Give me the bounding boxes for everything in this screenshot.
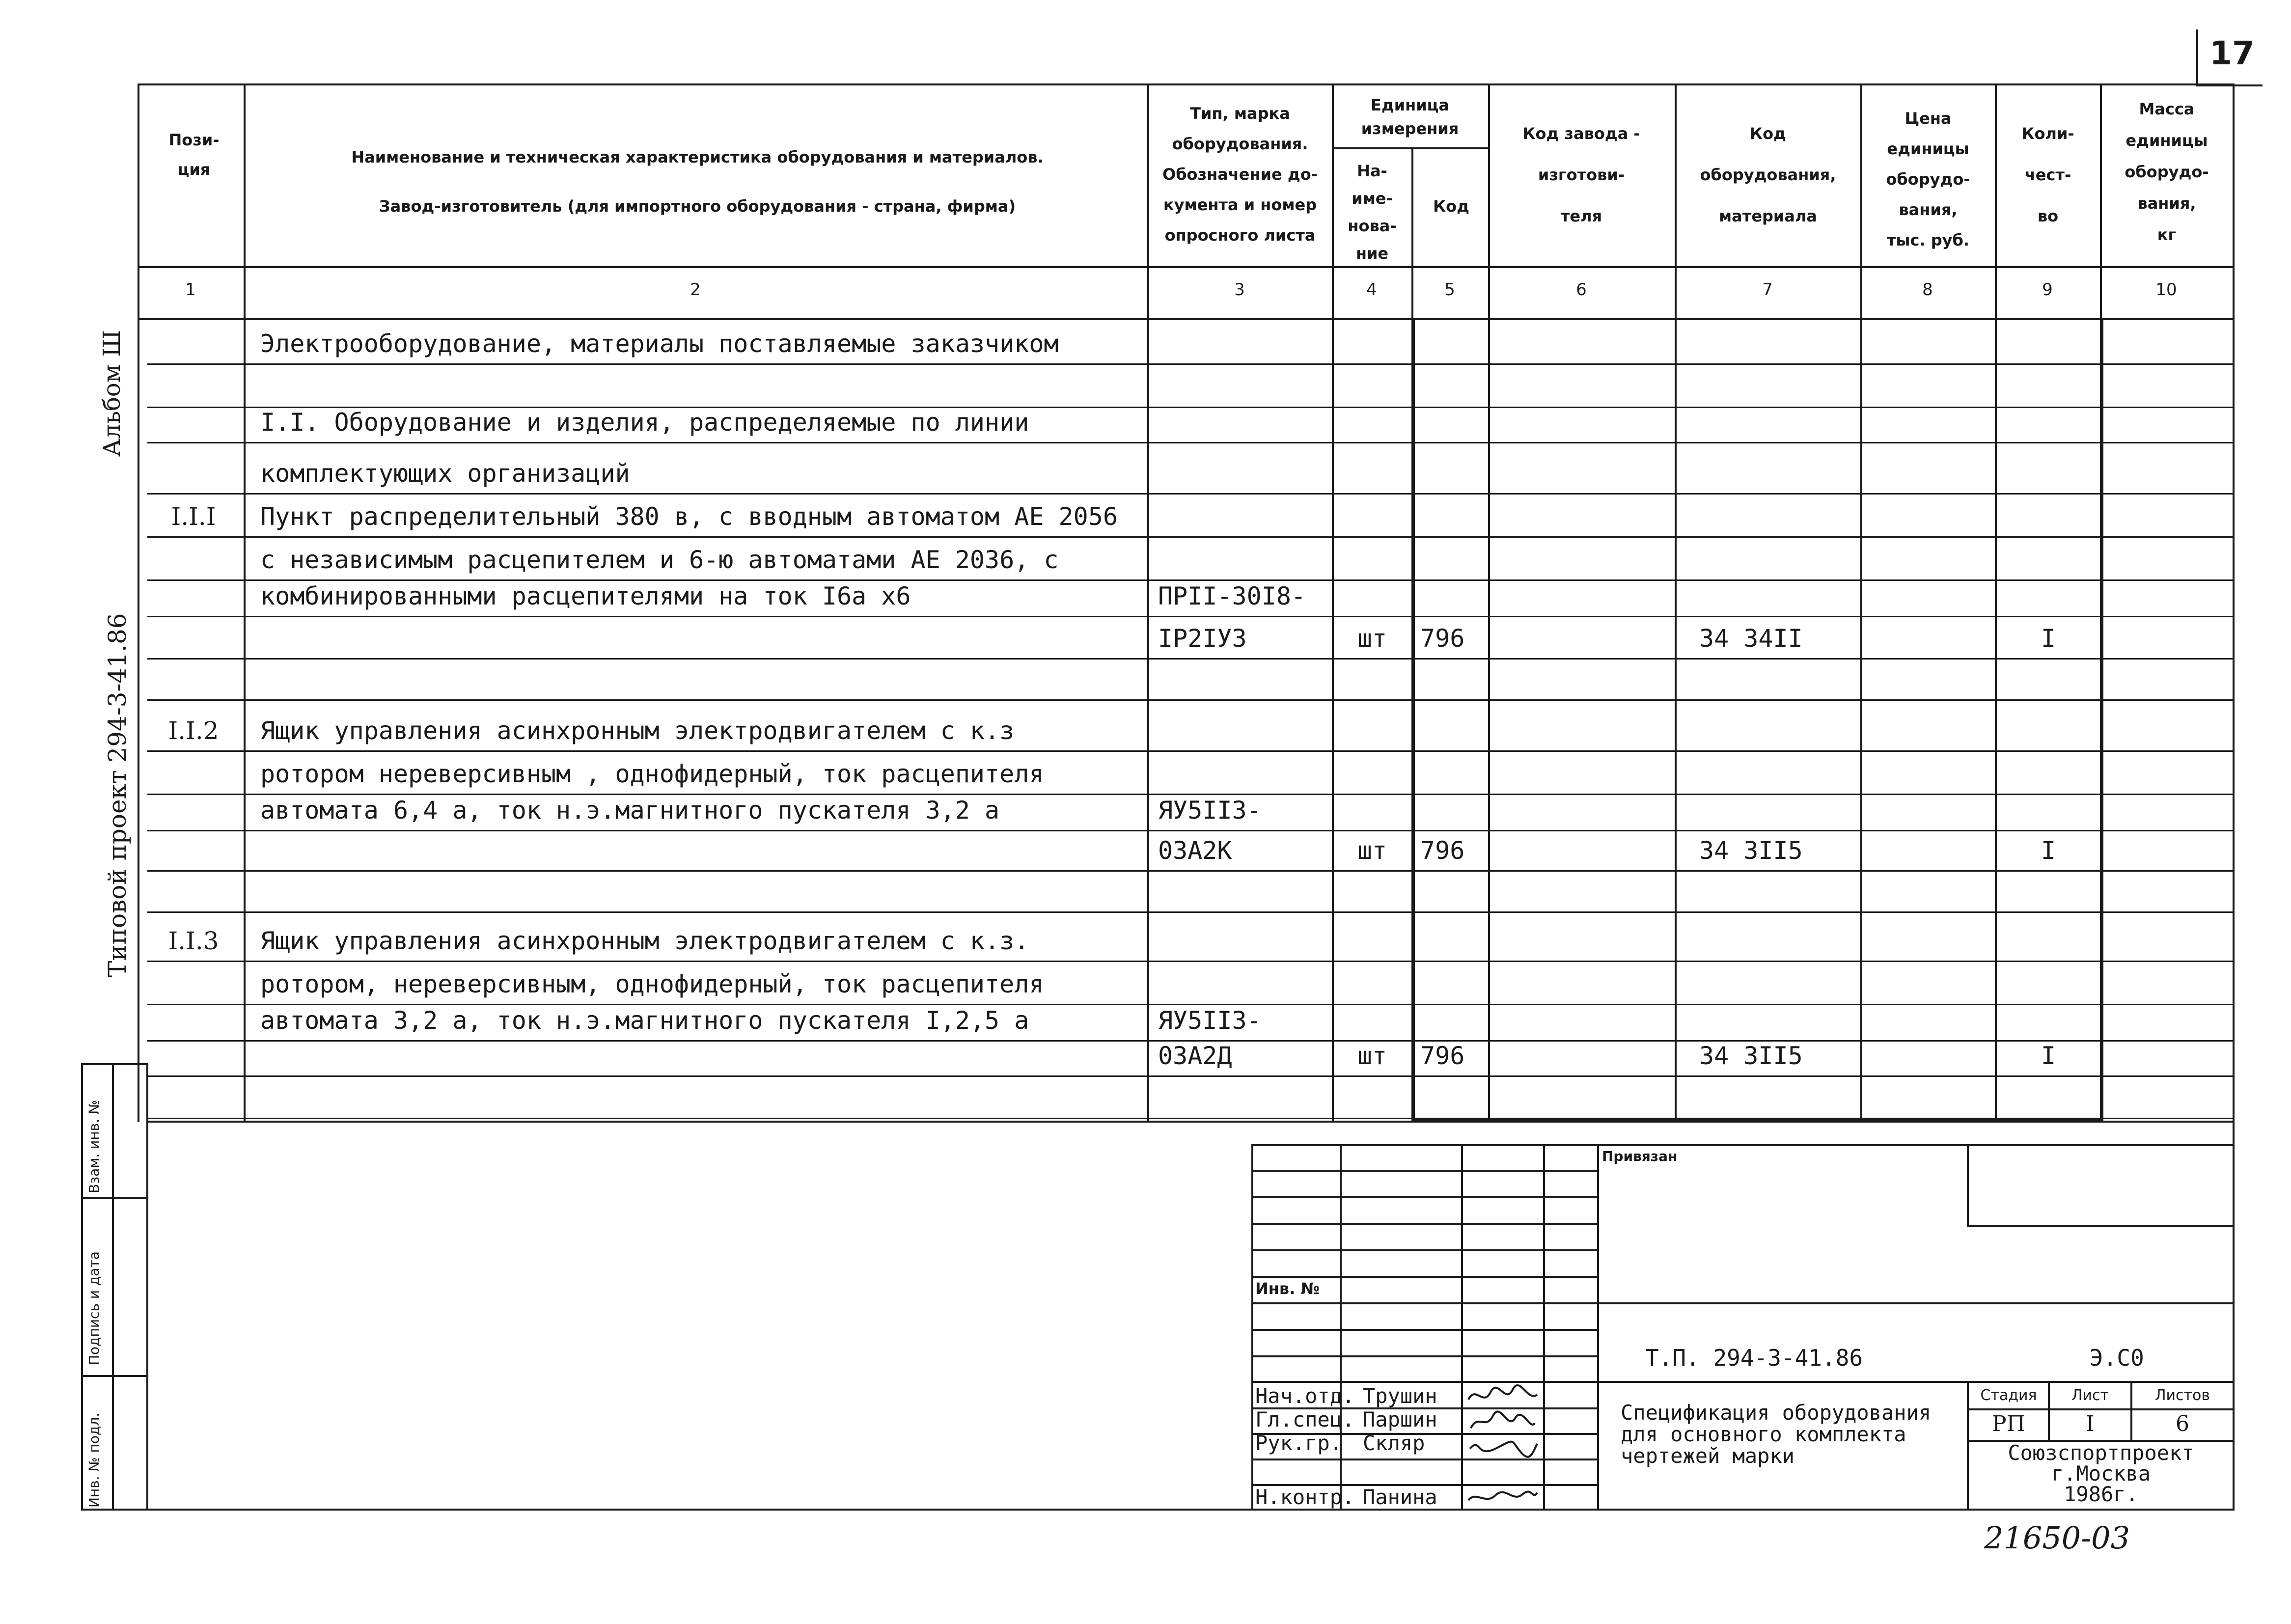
header-factory-code: Код завода - изготови- теля (1522, 124, 1640, 225)
row-8-code: 796 (1420, 624, 1465, 653)
colnum-6: 6 (1576, 280, 1587, 300)
organization: Союзспортпроект г.Москва 1986г. (2008, 1441, 2194, 1506)
role-person-4: Панина (1363, 1485, 1437, 1509)
row-15-name: Ящик управления асинхронным электродвигателем с к.з. (260, 927, 1029, 955)
stage-label: Стадия (1980, 1387, 2037, 1404)
row-13-mat: 34 3II5 (1699, 836, 1803, 865)
role-title-2: Гл.спец. (1255, 1407, 1355, 1431)
stamp-original-inv: Инв. № подл. (86, 1412, 102, 1508)
signature-parshin (1466, 1408, 1540, 1435)
sheets-value: 6 (2176, 1411, 2189, 1436)
colnum-7: 7 (1762, 280, 1773, 300)
signature-sklyar (1466, 1434, 1540, 1461)
row-10-pos: I.I.2 (168, 716, 219, 745)
header-mass: Масса единицы оборудо- вания, кг (2125, 100, 2209, 244)
role-person-1: Трушин (1363, 1384, 1437, 1408)
row-5-pos: I.I.I (171, 502, 216, 531)
table-top-border (138, 83, 2235, 85)
row-8-qty: I (2041, 624, 2056, 653)
row-13-qty: I (2041, 836, 2056, 865)
header-unit-name: На- име- нова- ние (1348, 162, 1397, 263)
sheet-value: I (2086, 1411, 2095, 1436)
row-13-unit: шт (1357, 836, 1387, 865)
row-1-name: Электрооборудование, материалы поставляемые заказчиком (260, 330, 1059, 358)
header-unit-group: Единица измерения (1361, 96, 1459, 138)
header-bottom-border (138, 266, 2235, 268)
colnum-1: 1 (185, 280, 196, 300)
row-5-name: Пункт распределительный 380 в, с вводным автоматом АЕ 2056 (260, 502, 1118, 531)
sheet-number: 17 (2209, 34, 2255, 72)
row-10-name: Ящик управления асинхронным электродвигателем с к.з (260, 716, 1015, 745)
row-17-name: автомата 3,2 а, ток н.э.магнитного пускателя I,2,5 а (260, 1006, 1029, 1035)
row-8-unit: шт (1357, 624, 1387, 653)
row-12-type: ЯУ5II3- (1158, 796, 1262, 825)
header-quantity: Коли- чест- во (2021, 124, 2074, 225)
header-type: Тип, марка оборудования. Обозначение до- кумента и номер опросного листа (1162, 104, 1318, 245)
stamp-replaced-inv: Взам. инв. № (86, 1100, 102, 1193)
row-7-name: комбинированными расцепителями на ток I6а х6 (260, 582, 911, 610)
privyazan-label: Привязан (1602, 1148, 1678, 1164)
sheets-label: Листов (2154, 1387, 2210, 1404)
row-3-name: I.I. Оборудование и изделия, распределяемые по линии (260, 408, 1029, 437)
colnum-3: 3 (1234, 280, 1245, 300)
role-title-4: Н.контр. (1255, 1485, 1355, 1509)
inv-no-label: Инв. № (1255, 1279, 1320, 1298)
header-unit-code: Код (1433, 197, 1469, 216)
header-position: Пози- ция (168, 131, 220, 179)
colnum-8: 8 (1922, 280, 1933, 300)
row-18-type: 03А2Д (1158, 1042, 1232, 1070)
colnum-5: 5 (1444, 280, 1455, 300)
signature-trushin (1466, 1382, 1540, 1409)
stamp-signature-date: Подпись и дата (86, 1251, 102, 1365)
project-code: Т.П. 294-3-41.86 (1645, 1345, 1863, 1371)
row-18-qty: I (2041, 1042, 2056, 1070)
colnum-10: 10 (2155, 280, 2177, 300)
row-8-type: IP2IУ3 (1158, 624, 1247, 653)
colnum-bottom-border (138, 318, 2235, 320)
role-title-3: Рук.гр. (1255, 1431, 1343, 1455)
row-18-mat: 34 3II5 (1699, 1042, 1803, 1070)
row-16-name: ротором, нереверсивным, однофидерный, ток расцепителя (260, 970, 1044, 998)
row-8-mat: 34 34II (1699, 624, 1803, 653)
row-18-code: 796 (1420, 1042, 1465, 1070)
sheet-label: Лист (2071, 1387, 2109, 1404)
row-4-name: комплектующих организаций (260, 459, 630, 488)
role-person-3: Скляр (1363, 1431, 1425, 1455)
row-12-name: автомата 6,4 а, ток н.э.магнитного пускателя 3,2 а (260, 796, 1000, 825)
spec-description: Спецификация оборудования для основного комплекта чертежей марки (1621, 1401, 1932, 1468)
signature-panina (1466, 1486, 1540, 1508)
row-18-unit: шт (1357, 1042, 1387, 1070)
row-7-type: ПРII-30I8- (1158, 582, 1306, 610)
row-13-code: 796 (1420, 836, 1465, 865)
drawing-mark: Э.С0 (2090, 1345, 2144, 1371)
row-17-type: ЯУ5II3- (1158, 1006, 1262, 1035)
header-name: Наименование и техническая характеристика оборудования и материалов. Завод-изготовитель (для импортного оборудования - страна, фирма) (351, 148, 1044, 216)
role-person-2: Паршин (1363, 1407, 1437, 1431)
header-price: Цена единицы оборудо- вания, тыс. руб. (1886, 109, 1970, 249)
project-label: Типовой проект 294-3-41.86 (103, 613, 132, 977)
archive-number: 21650-03 (1984, 1520, 2130, 1556)
album-label: Альбом Ш (98, 330, 126, 457)
colnum-2: 2 (690, 280, 701, 300)
row-15-pos: I.I.3 (168, 927, 219, 955)
row-11-name: ротором нереверсивным , однофидерный, ток расцепителя (260, 760, 1044, 788)
header-material-code: Код оборудования, материала (1700, 124, 1836, 225)
colnum-4: 4 (1366, 280, 1377, 300)
row-6-name: с независимым расцепителем и 6-ю автоматами АЕ 2036, с (260, 546, 1059, 574)
row-13-type: 03А2К (1158, 836, 1232, 865)
role-title-1: Нач.отд. (1255, 1384, 1355, 1408)
stage-value: РП (1992, 1411, 2025, 1436)
colnum-9: 9 (2042, 280, 2053, 300)
